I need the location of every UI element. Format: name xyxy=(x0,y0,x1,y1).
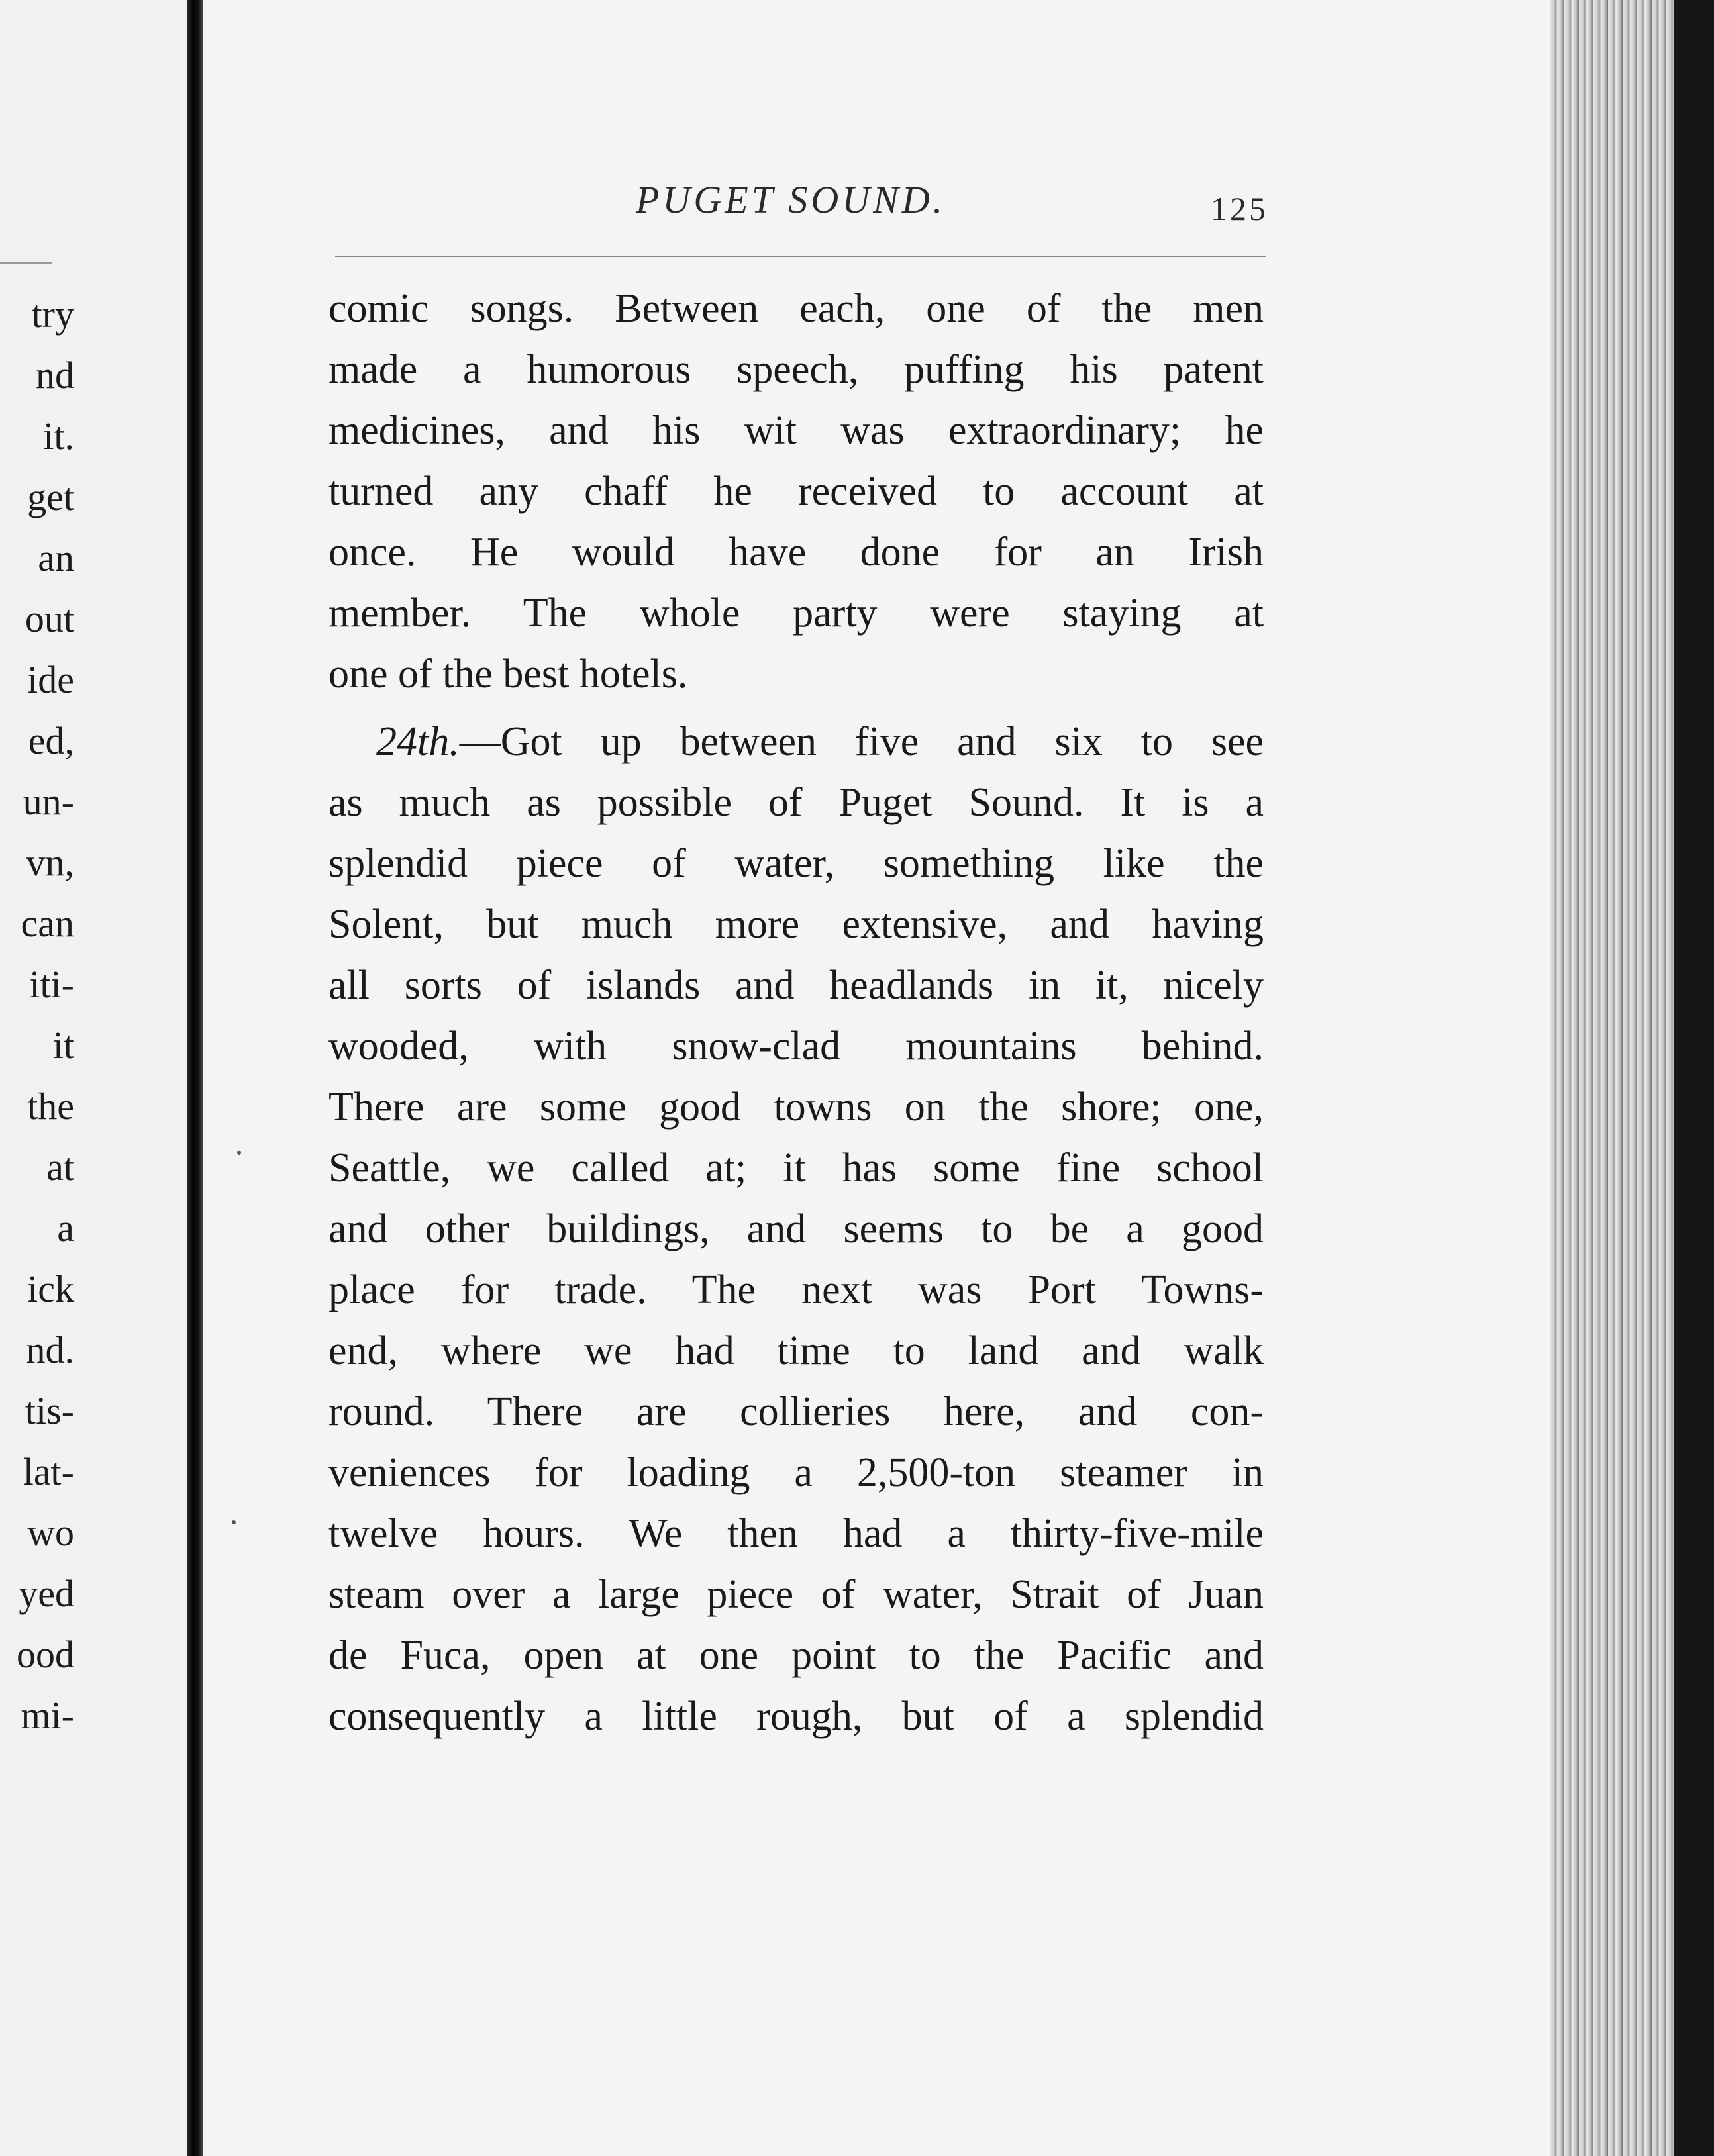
text-line: medicines, and his wit was extraordinary; he xyxy=(328,408,1264,453)
left-facing-page xyxy=(0,0,187,2156)
date-heading: 24th. xyxy=(376,719,460,764)
text-line: one of the best hotels. xyxy=(328,652,688,697)
left-line-fragment: an xyxy=(38,536,74,579)
paragraph-opening-line xyxy=(328,711,1264,772)
header-rule xyxy=(335,256,1266,257)
page-edge-shadow xyxy=(1674,0,1714,2156)
text-line: member. The whole party were staying at xyxy=(328,591,1264,636)
left-line-fragment: yed xyxy=(19,1572,74,1615)
left-line-fragment: get xyxy=(27,475,74,518)
text-line: There are some good towns on the shore; one, xyxy=(328,1085,1264,1130)
body-text xyxy=(328,278,1264,1747)
print-speck xyxy=(232,1520,236,1524)
text-line: consequently a little rough, but of a splendid xyxy=(328,1694,1264,1739)
left-line-fragment: a xyxy=(57,1206,74,1250)
text-line: twelve hours. We then had a thirty-five-mile xyxy=(328,1511,1264,1556)
left-line-fragment: iti- xyxy=(29,963,74,1006)
left-line-fragment: nd. xyxy=(26,1328,74,1371)
text-line: all sorts of islands and headlands in it, nicely xyxy=(328,963,1264,1008)
left-line-fragment: it. xyxy=(43,415,74,458)
text-line: end, where we had time to land and walk xyxy=(328,1328,1264,1373)
left-line-fragment: nd xyxy=(36,354,74,397)
left-line-fragment: at xyxy=(46,1146,74,1189)
left-line-fragment: tis- xyxy=(25,1389,74,1432)
left-line-fragment: can xyxy=(21,902,74,945)
book-gutter xyxy=(187,0,203,2156)
text-line: Solent, but much more extensive, and having xyxy=(328,902,1264,947)
text-line: comic songs. Between each, one of the men xyxy=(328,286,1264,331)
text-line: and other buildings, and seems to be a good xyxy=(328,1206,1264,1251)
text-line: veniences for loading a 2,500-ton steamer in xyxy=(328,1450,1264,1495)
text-line: wooded, with snow-clad mountains behind. xyxy=(328,1024,1264,1069)
left-line-fragment: ick xyxy=(27,1267,74,1310)
text-line-rest: —Got up between five and six to see xyxy=(459,719,1264,764)
left-line-fragment: wo xyxy=(27,1511,74,1554)
text-line: round. There are collieries here, and con- xyxy=(328,1389,1264,1434)
left-page-rule xyxy=(0,262,52,264)
left-line-fragment: ide xyxy=(27,658,74,701)
text-line: as much as possible of Puget Sound. It is a xyxy=(328,780,1264,825)
text-line: made a humorous speech, puffing his patent xyxy=(328,347,1264,392)
left-line-fragment: it xyxy=(52,1024,74,1067)
text-line: place for trade. The next was Port Towns- xyxy=(328,1267,1264,1312)
text-line: turned any chaff he received to account at xyxy=(328,469,1264,514)
left-line-fragment: lat- xyxy=(23,1450,74,1493)
left-line-fragment: out xyxy=(25,597,74,640)
text-line: de Fuca, open at one point to the Pacific and xyxy=(328,1633,1264,1678)
left-line-fragment: the xyxy=(27,1085,74,1128)
left-line-fragment: ood xyxy=(17,1633,74,1676)
print-speck xyxy=(237,1151,241,1155)
left-line-fragment: vn, xyxy=(26,841,74,884)
text-line: steam over a large piece of water, Strait of Juan xyxy=(328,1572,1264,1617)
page-number: 125 xyxy=(1211,190,1268,227)
running-head: PUGET SOUND. xyxy=(636,178,946,221)
text-line: once. He would have done for an Irish xyxy=(328,530,1264,575)
left-line-fragment: un- xyxy=(23,780,74,823)
text-line: Seattle, we called at; it has some fine school xyxy=(328,1146,1264,1191)
page-edges xyxy=(1550,0,1714,2156)
left-line-fragment: try xyxy=(31,293,74,336)
left-line-fragment: mi- xyxy=(21,1694,74,1737)
text-line: splendid piece of water, something like the xyxy=(328,841,1264,886)
left-line-fragment: ed, xyxy=(28,719,74,762)
